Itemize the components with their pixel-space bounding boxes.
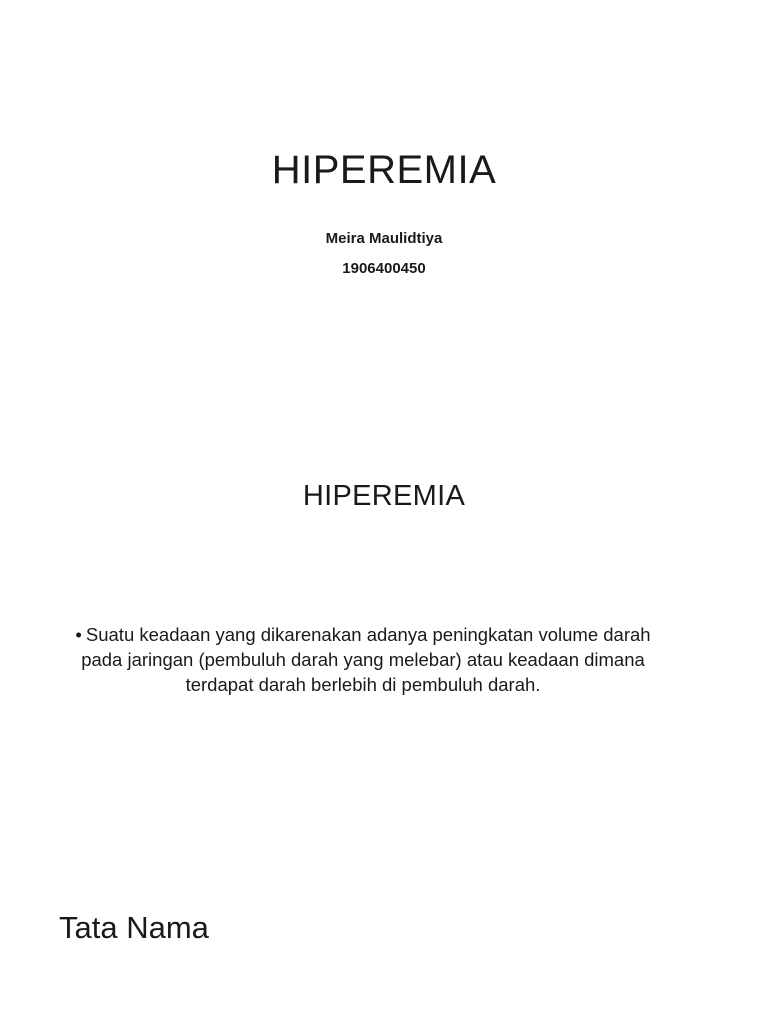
definition-slide (0, 438, 768, 850)
bullet-icon: • (75, 624, 82, 645)
slide-title: HIPEREMIA (302, 480, 466, 512)
bullet-text: Suatu keadaan yang dikarenakan adanya peningkatan volume darah pada jaringan (pembuluh darah yang melebar) atau keadaan dimana terdapat darah berlebih di pembuluh darah. (81, 624, 651, 695)
author-name: Meira Maulidtiya (325, 230, 443, 247)
bullet-point (58, 622, 668, 697)
author-id: 1906400450 (342, 260, 426, 277)
title-slide (0, 0, 768, 438)
slide-title: HIPEREMIA (271, 148, 497, 192)
section-slide (0, 850, 768, 1024)
slide-title: Tata Nama (59, 910, 209, 945)
